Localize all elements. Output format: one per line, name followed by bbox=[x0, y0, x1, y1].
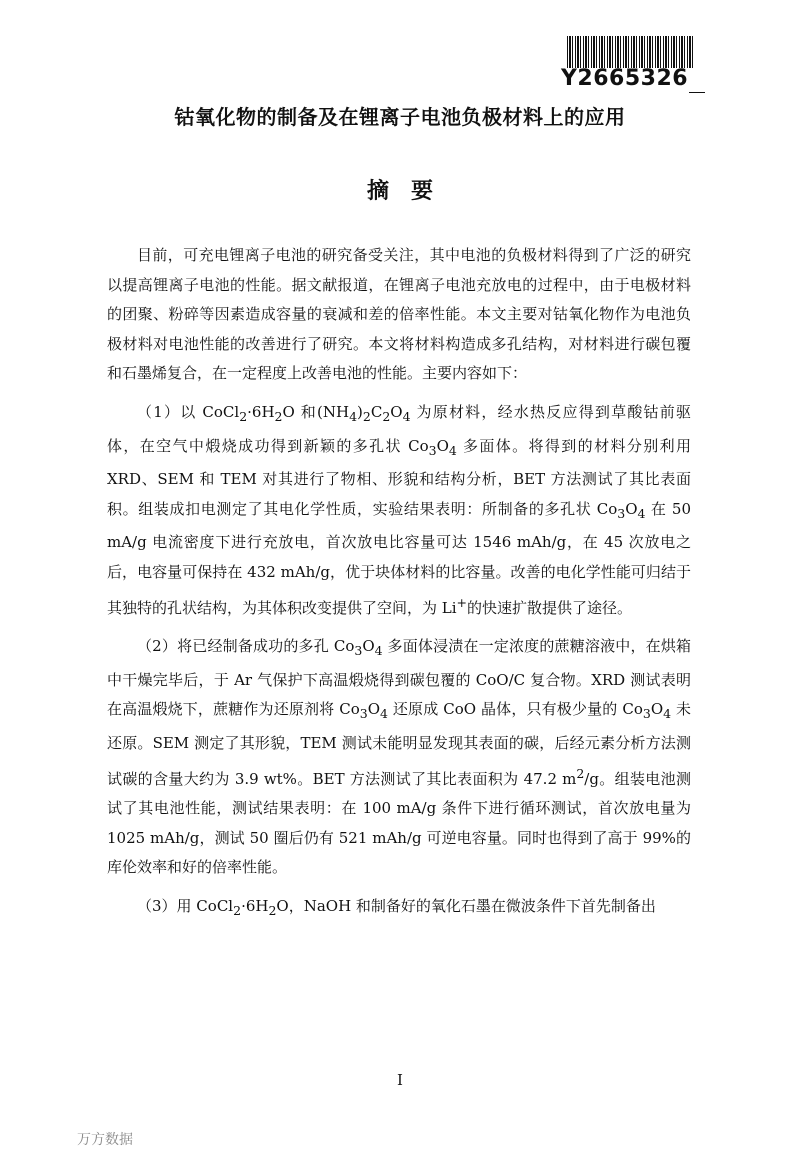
source-watermark: 万方数据 bbox=[77, 1132, 133, 1148]
barcode-id: Y2665326 bbox=[561, 66, 689, 91]
barcode-underline bbox=[689, 92, 705, 93]
thesis-title: 钴氧化物的制备及在锂离子电池负极材料上的应用 bbox=[174, 105, 626, 129]
abstract-heading: 摘要 bbox=[366, 179, 455, 204]
paragraph-item-1: （1）以 $CoCl_2\cdot 6H_2O$ 和$(NH_4)_2C_2O_4$ 为原材料，经水热反应得到草酸钴前驱体，在空气中煅烧成功得到新颖的多孔状 $Co_3O_4$ 多面体。将得到的材料分别利用 XRD、SEM 和 TEM 对其进行了物相、形貌和结构分析，BET 方法测试了其比表面积。组装成扣电测定了其电化学性质，实验结果表明：所制备的多孔状 $Co_3O_4$ 在 50 mA/g 电流密度下进行充放电，首次放电比容量可达 1546 mAh/g，在 45 次放电之后，电容量可保持在 432 mAh/g，优于块体材料的比容量。改善的电化学性能可归结于其独特的孔状结构，为其体积改变提供了空间，为 Li+的快速扩散提供了途径。 bbox=[107, 402, 691, 617]
paragraph-intro: 目前，可充电锂离子电池的研究备受关注，其中电池的负极材料得到了广泛的研究以提高锂离子电池的性能。据文献报道，在锂离子电池充放电的过程中，由于电极材料的团聚、粉碎等因素造成容量的衰减和差的倍率性能。本文主要对钴氧化物作为电池负极材料对电池性能的改善进行了研究。本文将材料构造成多孔结构，对材料进行碳包覆和石墨烯复合，在一定程度上改善电池的性能。主要内容如下： bbox=[107, 246, 691, 383]
barcode-image bbox=[567, 36, 693, 68]
abstract-body bbox=[107, 241, 691, 934]
paragraph-item-2: （2）将已经制备成功的多孔 $Co_3O_4$ 多面体浸渍在一定浓度的蔗糖溶液中，在烘箱中干燥完毕后，于 Ar 气保护下高温煅烧得到碳包覆的 CoO/C 复合物。XRD 测试表明在高温煅烧下，蔗糖作为还原剂将 $Co_3O_4$ 还原成 CoO 晶体，只有极少量的 $Co_3O_4$ 未还原。SEM 测定了其形貌，TEM 测试未能明显发现其表面的碳，后经元素分析方法测试碳的含量大约为 3.9 wt%。BET 方法测试了其比表面积为 47.2 $m^2/g$。组装电池测试了其电池性能，测试结果表明：在 100 mA/g 条件下进行循环测试，首次放电量为 1025 mAh/g，测试 50 圈后仍有 521 mAh/g 可逆电容量。同时也得到了高于 99%的库伦效率和好的倍率性能。 bbox=[107, 637, 692, 877]
paragraph-item-3: （3）用 $CoCl_2\cdot 6H_2O$，NaOH 和制备好的氧化石墨在微波条件下首先制备出 bbox=[137, 896, 656, 918]
page-number: I bbox=[397, 1071, 403, 1089]
